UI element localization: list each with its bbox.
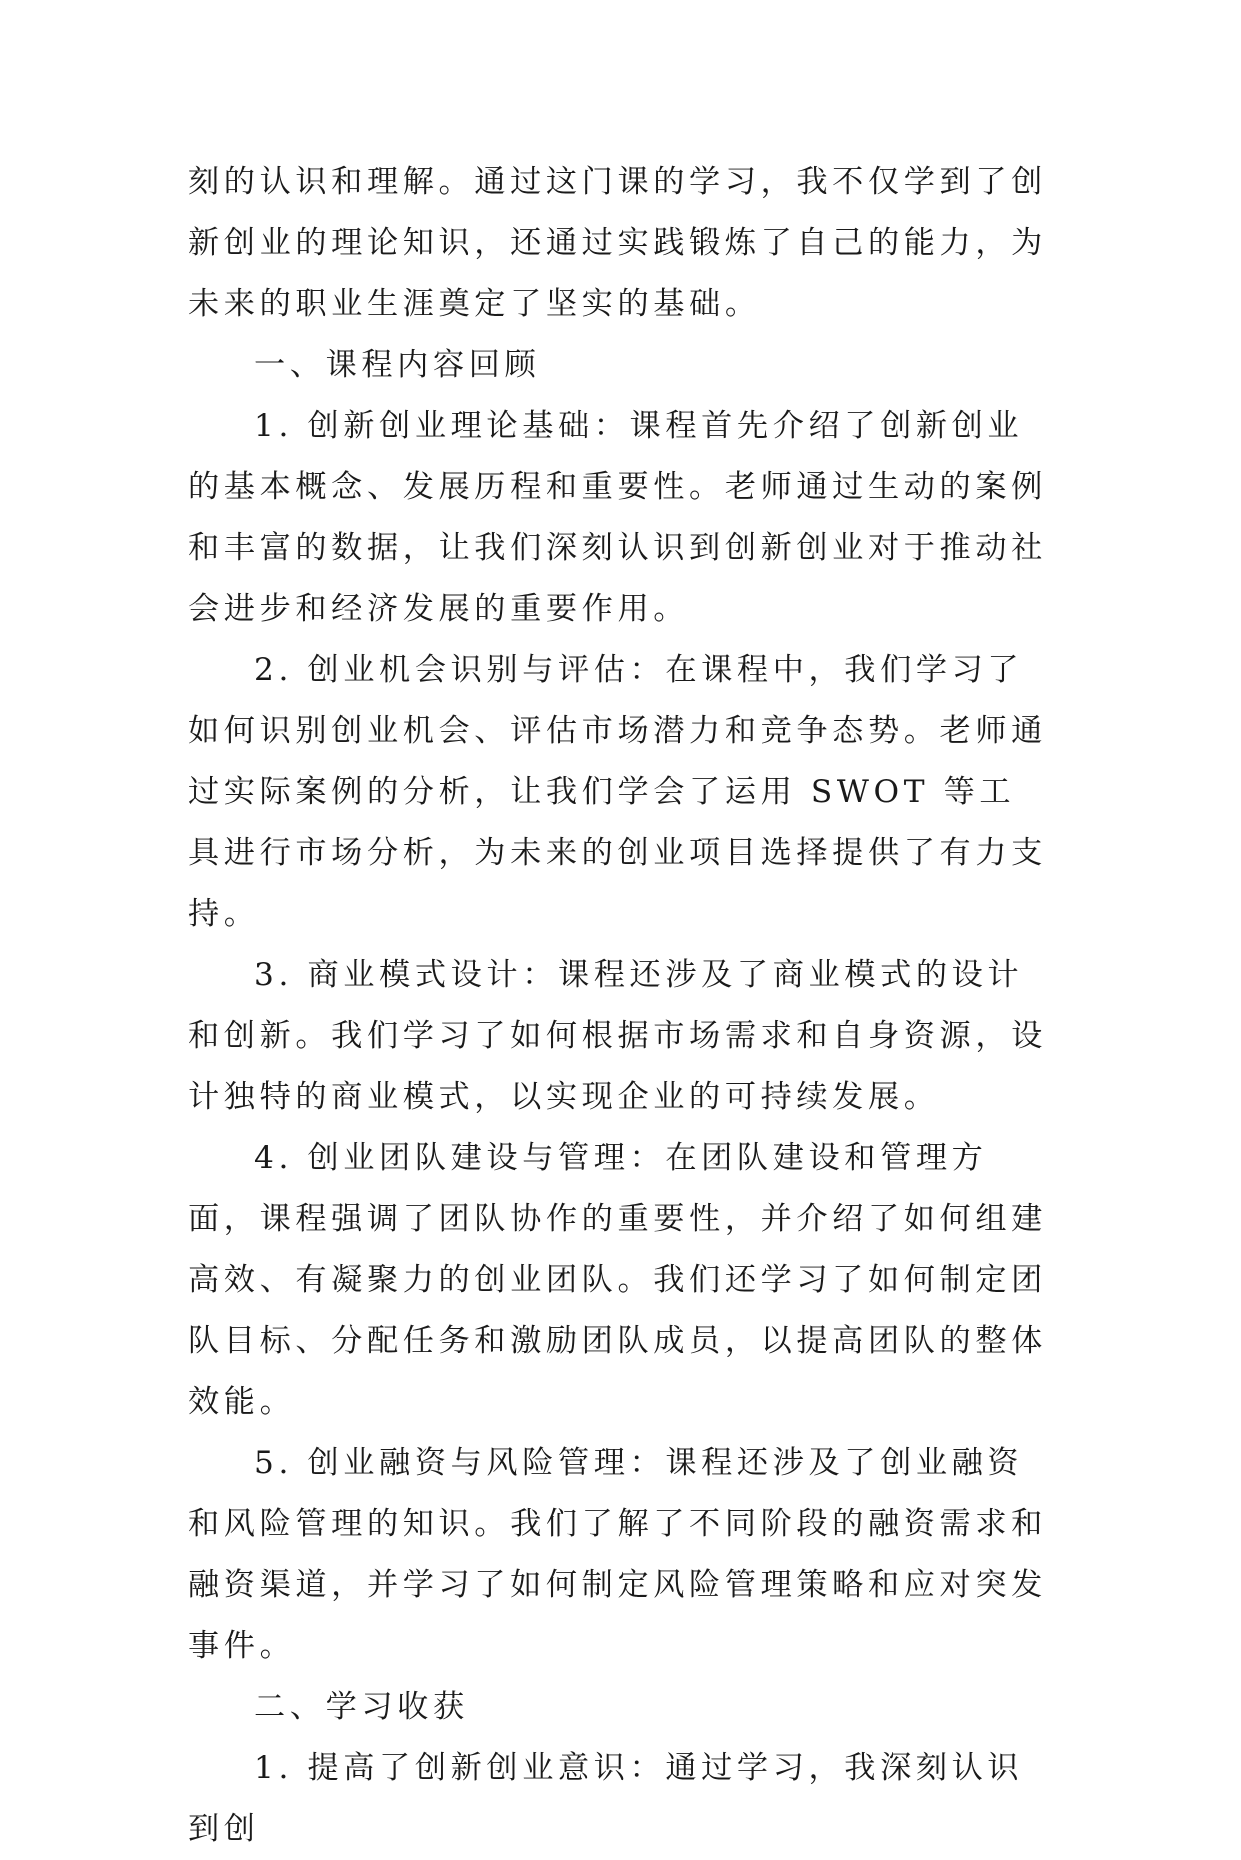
paragraph-continuation: 刻的认识和理解。通过这门课的学习，我不仅学到了创新创业的理论知识，还通过实践锻炼了自己的能力，为未来的职业生涯奠定了坚实的基础。 <box>188 164 1047 322</box>
paragraph-item-1: 1. 创新创业理论基础：课程首先介绍了创新创业的基本概念、发展历程和重要性。老师通过生动的案例和丰富的数据，让我们深刻认识到创新创业对于推动社会进步和经济发展的重要作用。 <box>188 408 1047 627</box>
paragraph-item-4: 4. 创业团队建设与管理：在团队建设和管理方面，课程强调了团队协作的重要性，并介绍了如何组建高效、有凝聚力的创业团队。我们还学习了如何制定团队目标、分配任务和激励团队成员，以提高团队的整体效能。 <box>188 1140 1047 1420</box>
paragraph-item-3: 3. 商业模式设计：课程还涉及了商业模式的设计和创新。我们学习了如何根据市场需求和自身资源，设计独特的商业模式，以实现企业的可持续发展。 <box>188 957 1047 1115</box>
document-body <box>188 152 1048 1860</box>
paragraph-gain-1: 1. 提高了创新创业意识：通过学习，我深刻认识到创 <box>188 1750 1024 1847</box>
section-heading-learning-gains: 二、学习收获 <box>254 1689 469 1725</box>
section-heading-course-review: 一、课程内容回顾 <box>254 347 541 383</box>
paragraph-item-2: 2. 创业机会识别与评估：在课程中，我们学习了如何识别创业机会、评估市场潜力和竞争态势。老师通过实际案例的分析，让我们学会了运用 SWOT 等工具进行市场分析，为未来的创业项目选择提供了有力支持。 <box>188 652 1047 932</box>
paragraph-item-5: 5. 创业融资与风险管理：课程还涉及了创业融资和风险管理的知识。我们了解了不同阶段的融资需求和融资渠道，并学习了如何制定风险管理策略和应对突发事件。 <box>188 1445 1047 1664</box>
